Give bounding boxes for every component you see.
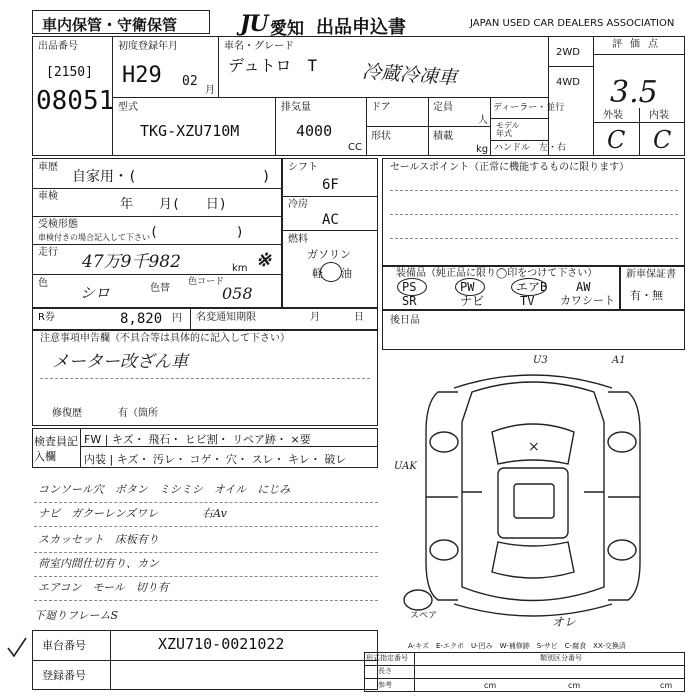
door-label: ドア: [371, 102, 391, 113]
note-line-6: 下廻りフレームS: [34, 609, 119, 622]
form-title: 出品申込書: [316, 17, 406, 38]
notes-label: 注意事項申告欄（不具合等は具体的に記入して下さい）: [40, 333, 290, 344]
mileage-mark: ※: [256, 250, 272, 271]
crack: ヒビ割: [184, 433, 218, 446]
shift-label: シフト: [288, 162, 318, 173]
color-value: シロ: [80, 284, 111, 302]
equipment-ps: PS: [402, 280, 417, 294]
model-code: TKG-XZU710M: [140, 122, 240, 140]
car-name: デュトロ T: [228, 56, 318, 75]
recycle-label: R券: [38, 312, 55, 323]
equipment-pw-circle: [455, 278, 485, 296]
int-hole: 穴: [225, 453, 237, 466]
storage-title: 車内保管・守衛保管: [42, 16, 178, 34]
meter-note: メーター改ざん車: [52, 352, 188, 372]
diagram-mark-x: ×: [528, 439, 540, 455]
car-grade-note: 冷蔵冷凍車: [361, 60, 458, 90]
evaluation-score: 3.5: [610, 75, 658, 110]
fuel-selection-circle: [320, 262, 342, 282]
int-cut: キレ: [287, 453, 310, 466]
registration-month: 02: [182, 74, 198, 89]
drive-4wd: 4WD: [556, 77, 580, 88]
displacement-value: 4000: [296, 122, 333, 140]
fuel-gas: ガソリン: [307, 248, 351, 261]
equipment-navi: ナビ: [460, 294, 485, 308]
check-mark-icon: [6, 636, 28, 660]
sales-point-label: セールスポイント（正常に機能するものに限ります）: [390, 162, 630, 173]
cert-label-1: 形式指定番号: [366, 654, 408, 662]
stone-chip: 飛石: [148, 433, 171, 446]
listing-number: 08051: [36, 86, 115, 116]
inspection-label: 車検: [38, 191, 58, 202]
displacement-unit: CC: [348, 142, 362, 153]
equipment-label: 装備品（純正品に限り◯印をつけて下さい）: [396, 268, 598, 279]
equipment-airbag-circle: [511, 278, 547, 296]
damage-legend: A-キズ E-エクボ U-凹み W-補修跡 S-サビ C-腐食 XX-交換済: [408, 642, 626, 650]
repair-history-label: 修復歴: [52, 408, 82, 419]
fw: FW: [84, 433, 102, 446]
model-year-label: モデル年式: [496, 121, 520, 138]
handle-label: ハンドル 左・右: [494, 143, 567, 153]
top-grid: [32, 36, 685, 156]
cert-cm-2: cm: [568, 681, 581, 690]
shift-value: 6F: [322, 177, 339, 193]
association-name: JAPAN USED CAR DEALERS ASSOCIATION: [470, 18, 675, 29]
diagram-mark-a1: A1: [612, 355, 626, 366]
inspection-value: 年 月( 日): [120, 197, 227, 212]
cooler-label: 冷房: [288, 199, 308, 210]
diagram-spare-label: スペア: [410, 611, 438, 621]
dealer-label: ディーラー・並行: [493, 103, 565, 113]
reg-number-label: 登録番号: [42, 669, 86, 682]
org-name: 愛知: [270, 19, 304, 39]
exterior-label: 外装: [603, 110, 623, 121]
cert-label-2: 類別区分番号: [540, 654, 582, 662]
diagram-mark-ole: オレ: [552, 615, 577, 629]
name-change-month: 月: [310, 312, 320, 323]
note-line-2: ナビ ガクーレンズワレ 右Av: [38, 507, 227, 520]
diagram-mark-u3: U3: [533, 355, 548, 366]
repair-history-value: 有（箇所: [118, 408, 158, 419]
first-registration-label: 初度登録年月: [118, 41, 178, 52]
inspector-label: 検査員記入欄: [34, 435, 78, 464]
equipment-ps-circle: [397, 278, 427, 296]
history-label: 車歴: [38, 162, 58, 173]
load-unit: kg: [476, 144, 489, 155]
color-code: 058: [222, 284, 253, 303]
equipment-leather: カワシート: [560, 294, 615, 307]
int-tear: 破レ: [324, 453, 347, 466]
note-line-5: エアコン モール 切り有: [38, 581, 169, 594]
equipment-aw: AW: [576, 280, 591, 294]
fuel-label: 燃料: [288, 234, 308, 245]
mileage-value: 47万9千982: [82, 252, 181, 272]
int-wear: スレ: [251, 453, 274, 466]
equipment-pw: PW: [460, 280, 475, 294]
interior-label: 内装: [649, 110, 669, 121]
note-line-4: 荷室内間仕切有り、カン: [38, 557, 159, 570]
cert-cm-3: cm: [660, 681, 673, 690]
warranty-value: 有・無: [630, 289, 663, 302]
after-date-label: 後日品: [390, 315, 420, 326]
car-diagram: [382, 352, 685, 642]
cert-label-4: 参考: [378, 681, 392, 689]
registration-year: H29: [122, 63, 162, 88]
acceptance-note: 車検付きの場合記入して下さい: [38, 233, 150, 242]
equipment-sr: SR: [402, 294, 417, 308]
recycle-unit: 円: [172, 313, 182, 324]
car-name-label: 車名・グレード: [224, 41, 294, 52]
sales-point-block: [382, 158, 685, 266]
listing-number-label: 出品番号: [38, 41, 78, 52]
mileage-label: 走行: [38, 247, 58, 258]
name-change-day: 日: [354, 312, 364, 323]
ju-logo: JU: [240, 11, 268, 37]
note-line-1: コンソール穴 ボタン ミシミシ オイル にじみ: [38, 483, 291, 496]
scratch: キズ: [111, 433, 134, 446]
inspector-row-2: 内装 | キズ・ 汚レ・ コゲ・ 穴・ スレ・ キレ・ 破レ: [84, 453, 347, 466]
note-line-3: スカッセット 床板有り: [38, 533, 159, 546]
int-scratch: キズ: [116, 453, 139, 466]
need-replace: ×要: [290, 433, 311, 446]
chassis-number: XZU710-0021022: [158, 635, 285, 653]
mileage-unit: km: [232, 263, 248, 274]
exterior-grade: C: [607, 126, 626, 154]
acceptance-parens: ( ): [150, 225, 244, 240]
shape-label: 形状: [371, 131, 391, 142]
model-label: 型式: [118, 102, 138, 113]
interior-word: 内装: [84, 453, 106, 466]
name-change-label: 名変通知期限: [196, 312, 256, 323]
history-value: 自家用・(: [72, 169, 137, 185]
cooler-value: AC: [322, 212, 339, 228]
interior-grade: C: [653, 126, 672, 154]
displacement-label: 排気量: [281, 102, 311, 113]
warranty-label: 新車保証書: [626, 269, 676, 280]
cert-label-3: 長さ: [378, 667, 392, 675]
load-label: 積載: [433, 131, 453, 142]
capacity-unit: 人: [478, 115, 488, 126]
repair-mark: リペア跡: [232, 433, 276, 446]
int-dirt: 汚レ: [152, 453, 175, 466]
equipment-tv: TV: [520, 294, 535, 308]
diagram-mark-uak: UAK: [394, 461, 417, 472]
cert-block: [364, 652, 685, 692]
recycle-amount: 8,820: [120, 311, 163, 327]
chassis-label: 車台番号: [42, 639, 86, 652]
color-code-label: 色コード: [188, 277, 225, 287]
history-close: ): [262, 169, 271, 185]
after-date-block: [382, 310, 685, 350]
color-change-label: 色替: [150, 283, 170, 294]
equipment-airbag: エアB: [516, 280, 548, 294]
color-label: 色: [38, 278, 48, 289]
capacity-label: 定員: [433, 102, 453, 113]
acceptance-label: 受検形態: [38, 219, 78, 230]
inspector-row-1: FW | キズ・ 飛石・ ヒビ割・ リペア跡・ ×要: [84, 433, 311, 446]
registration-month-unit: 月: [205, 85, 215, 96]
cert-cm-1: cm: [484, 681, 497, 690]
evaluation-label: 評価点: [612, 39, 666, 50]
fuel-diesel: 油: [341, 267, 352, 280]
int-burn: コゲ: [189, 453, 212, 466]
listing-sub-number: [2150]: [46, 65, 93, 80]
fuel-light: 軽: [312, 267, 323, 280]
drive-2wd: 2WD: [556, 47, 580, 58]
